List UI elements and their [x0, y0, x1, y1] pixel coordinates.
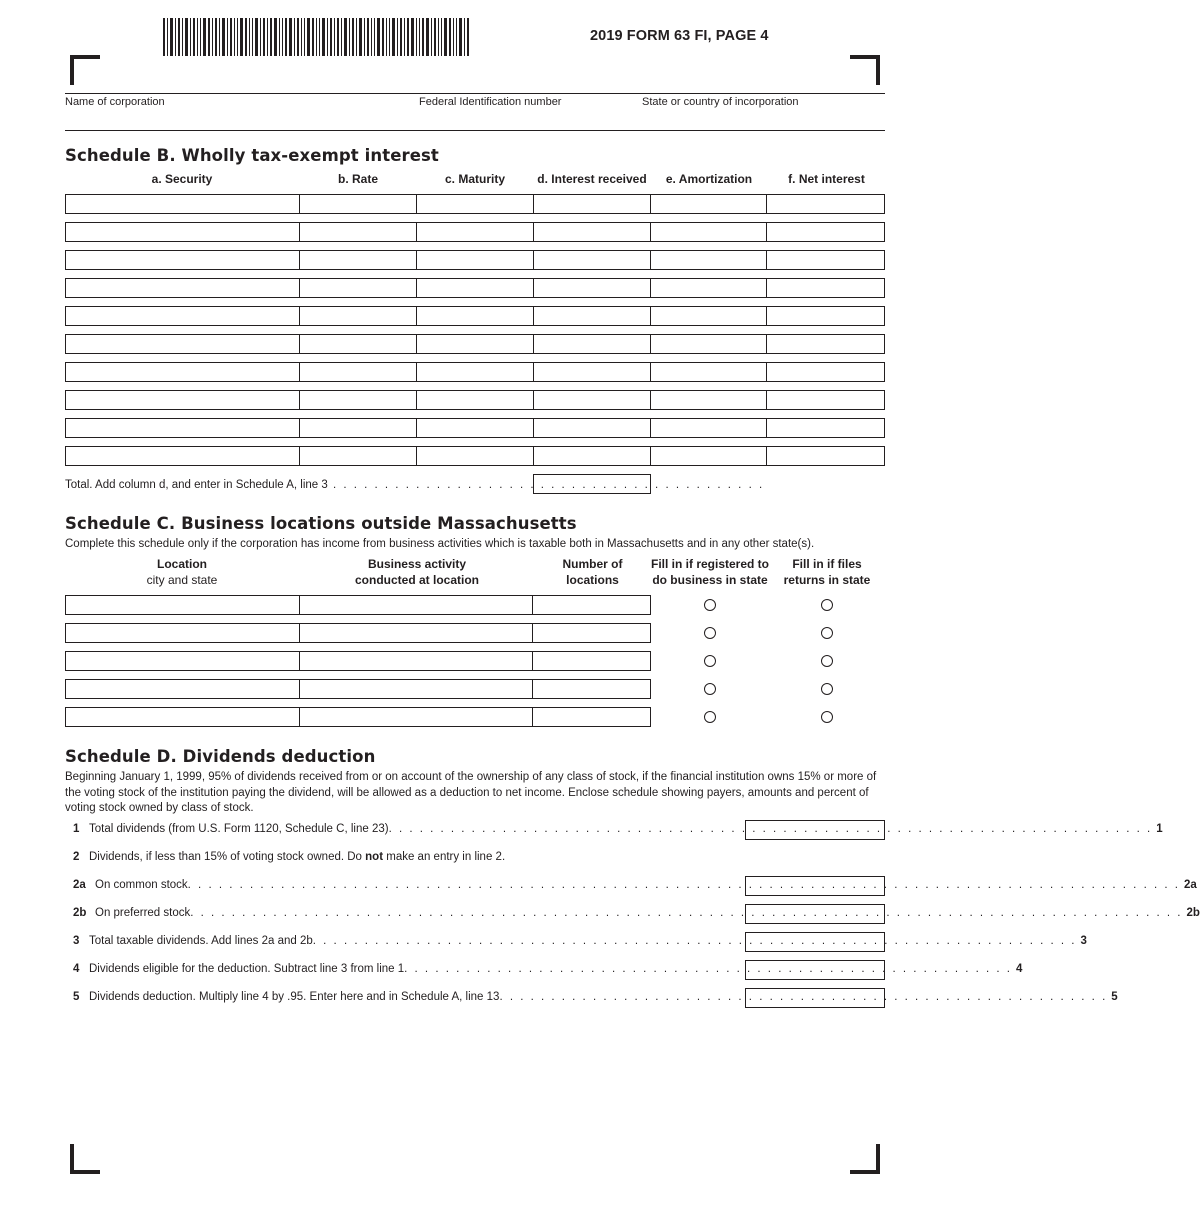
schedule-b-title: Schedule B. Wholly tax-exempt interest [65, 146, 439, 165]
files-returns-in-state-radio[interactable] [821, 683, 833, 695]
schedule-c-location-field[interactable] [66, 652, 300, 670]
registered-in-state-radio[interactable] [704, 711, 716, 723]
schedule-c-number-of-locations-field[interactable] [533, 680, 650, 698]
schedule-b-total-label: Total. Add column d, and enter in Schedule A, line 3 . . . . . . . . . . . . . . . . . . . . . . . . . . . . . . . . . . . . . . . . . . [65, 479, 765, 491]
col-files-returns-header: Fill in if files returns in state [783, 557, 871, 587]
col-security-header: a. Security [151, 172, 213, 186]
schedule-b-net-interest-field[interactable] [767, 363, 884, 381]
schedule-b-rate-field[interactable] [300, 195, 417, 213]
schedule-c-business-activity-field[interactable] [300, 680, 533, 698]
schedule-b-net-interest-field[interactable] [767, 307, 884, 325]
corp-info-top-rule [65, 93, 885, 94]
schedule-c-business-activity-field[interactable] [300, 708, 533, 726]
schedule-b-net-interest-field[interactable] [767, 195, 884, 213]
schedule-c-business-activity-field[interactable] [300, 596, 533, 614]
schedule-b-maturity-field[interactable] [417, 279, 534, 297]
files-returns-in-state-radio[interactable] [821, 655, 833, 667]
schedule-b-interest-received-field[interactable] [534, 251, 651, 269]
schedule-b-interest-received-field[interactable] [534, 307, 651, 325]
schedule-b-maturity-field[interactable] [417, 223, 534, 241]
col-business-activity-header: Business activity conducted at location [354, 557, 479, 587]
schedule-d-line-5: 5 Dividends deduction. Multiply line 4 by .95. Enter here and in Schedule A, line 13 . . . . . . . . . . . . . . . . . . . . . . . . . . . . . . . . . . . . . . . . . . . . . . . . . . . . . . . . . . . 5 [73, 991, 1118, 1003]
files-returns-in-state-radio[interactable] [821, 599, 833, 611]
schedule-b-row [65, 334, 885, 354]
schedule-b-maturity-field[interactable] [417, 307, 534, 325]
schedule-b-row [65, 250, 885, 270]
files-returns-in-state-radio[interactable] [821, 627, 833, 639]
schedule-b-maturity-field[interactable] [417, 447, 534, 465]
schedule-c-instructions: Complete this schedule only if the corporation has income from business activities which is taxable both in Massachusetts and in any other state(s). [65, 538, 815, 550]
schedule-b-rate-field[interactable] [300, 419, 417, 437]
schedule-c-number-of-locations-field[interactable] [533, 596, 650, 614]
schedule-c-location-field[interactable] [66, 708, 300, 726]
name-of-corporation-label: Name of corporation [65, 96, 165, 108]
federal-id-label: Federal Identification number [419, 96, 562, 108]
schedule-b-interest-received-field[interactable] [534, 279, 651, 297]
schedule-b-interest-received-field[interactable] [534, 195, 651, 213]
registered-in-state-radio[interactable] [704, 627, 716, 639]
registered-in-state-radio[interactable] [704, 655, 716, 667]
schedule-b-amortization-field[interactable] [651, 279, 768, 297]
schedule-b-security-field[interactable] [66, 391, 300, 409]
schedule-b-row [65, 278, 885, 298]
barcode [163, 18, 469, 56]
schedule-b-amortization-field[interactable] [651, 335, 768, 353]
line-1-total-dividends-field[interactable] [745, 820, 885, 840]
schedule-d-line-1: 1 Total dividends (from U.S. Form 1120, Schedule C, line 23) . . . . . . . . . . . . . . . . . . . . . . . . . . . . . . . . . . . . . . . . . . . . . . . . . . . . . . . . . . . . . . . . . . . . . . . . . . 1 [73, 823, 1163, 835]
schedule-b-security-field[interactable] [66, 335, 300, 353]
schedule-c-number-of-locations-field[interactable] [533, 708, 650, 726]
schedule-b-net-interest-field[interactable] [767, 251, 884, 269]
line-2b-preferred-stock-field[interactable] [745, 904, 885, 924]
schedule-c-location-field[interactable] [66, 680, 300, 698]
schedule-d-title: Schedule D. Dividends deduction [65, 747, 376, 766]
schedule-b-amortization-field[interactable] [651, 447, 768, 465]
corp-info-bottom-rule [65, 130, 885, 131]
schedule-b-rate-field[interactable] [300, 363, 417, 381]
schedule-b-interest-received-field[interactable] [534, 223, 651, 241]
schedule-b-rate-field[interactable] [300, 447, 417, 465]
schedule-b-total-field[interactable] [533, 474, 651, 494]
col-number-of-locations-header: Number of locations [562, 557, 623, 587]
schedule-b-amortization-field[interactable] [651, 363, 768, 381]
schedule-b-rate-field[interactable] [300, 279, 417, 297]
schedule-b-rate-field[interactable] [300, 391, 417, 409]
schedule-b-security-field[interactable] [66, 307, 300, 325]
line-5-dividends-deduction-field[interactable] [745, 988, 885, 1008]
schedule-d-line-2b: 2b On preferred stock . . . . . . . . . . . . . . . . . . . . . . . . . . . . . . . . . . . . . . . . . . . . . . . . . . . . . . . . . . . . . . . . . . . . . . . . . . . . . . . . . . . . . . . . . . . . . . . . 2b [73, 907, 1200, 919]
schedule-c-row [65, 651, 651, 671]
schedule-c-row [65, 623, 651, 643]
schedule-b-row [65, 222, 885, 242]
schedule-b-maturity-field[interactable] [417, 335, 534, 353]
schedule-b-security-field[interactable] [66, 195, 300, 213]
line-4-eligible-dividends-field[interactable] [745, 960, 885, 980]
corner-mark-top-right [850, 55, 880, 85]
schedule-c-number-of-locations-field[interactable] [533, 652, 650, 670]
col-maturity-header: c. Maturity [444, 172, 505, 186]
state-of-incorporation-label: State or country of incorporation [642, 96, 799, 108]
registered-in-state-radio[interactable] [704, 683, 716, 695]
schedule-b-rate-field[interactable] [300, 223, 417, 241]
schedule-b-maturity-field[interactable] [417, 195, 534, 213]
schedule-c-business-activity-field[interactable] [300, 624, 533, 642]
col-location-header: Location city and state [146, 557, 218, 587]
schedule-b-interest-received-field[interactable] [534, 335, 651, 353]
schedule-b-row [65, 194, 885, 214]
schedule-d-line-2: 2 Dividends, if less than 15% of voting stock owned. Do not make an entry in line 2. [73, 851, 506, 863]
corner-mark-bottom-right [850, 1144, 880, 1174]
registered-in-state-radio[interactable] [704, 599, 716, 611]
schedule-b-rate-field[interactable] [300, 251, 417, 269]
col-amortization-header: e. Amortization [665, 172, 753, 186]
federal-id-field[interactable] [419, 108, 639, 130]
schedule-b-rate-field[interactable] [300, 307, 417, 325]
schedule-b-amortization-field[interactable] [651, 391, 768, 409]
schedule-b-amortization-field[interactable] [651, 251, 768, 269]
schedule-c-title: Schedule C. Business locations outside Massachusetts [65, 514, 577, 533]
schedule-b-security-field[interactable] [66, 279, 300, 297]
schedule-b-security-field[interactable] [66, 363, 300, 381]
schedule-b-row [65, 418, 885, 438]
schedule-b-net-interest-field[interactable] [767, 335, 884, 353]
schedule-c-business-activity-field[interactable] [300, 652, 533, 670]
schedule-c-location-field[interactable] [66, 596, 300, 614]
schedule-b-net-interest-field[interactable] [767, 419, 884, 437]
form-identifier: 2019 FORM 63 FI, PAGE 4 [590, 28, 769, 44]
schedule-b-amortization-field[interactable] [651, 195, 768, 213]
schedule-b-row [65, 306, 885, 326]
col-registered-header: Fill in if registered to do business in state [650, 557, 769, 587]
col-net-interest-header: f. Net interest [788, 172, 865, 186]
schedule-b-interest-received-field[interactable] [534, 447, 651, 465]
schedule-b-maturity-field[interactable] [417, 419, 534, 437]
line-3-taxable-dividends-field[interactable] [745, 932, 885, 952]
state-of-incorporation-field[interactable] [642, 108, 885, 130]
schedule-b-security-field[interactable] [66, 447, 300, 465]
schedule-b-security-field[interactable] [66, 223, 300, 241]
name-of-corporation-field[interactable] [65, 108, 415, 130]
schedule-d-line-3: 3 Total taxable dividends. Add lines 2a and 2b . . . . . . . . . . . . . . . . . . . . . . . . . . . . . . . . . . . . . . . . . . . . . . . . . . . . . . . . . . . . . . . . . . . . . . . . . . 3 [73, 935, 1087, 947]
schedule-c-row [65, 679, 651, 699]
corner-mark-top-left [70, 55, 100, 85]
schedule-b-interest-received-field[interactable] [534, 391, 651, 409]
corner-mark-bottom-left [70, 1144, 100, 1174]
schedule-b-net-interest-field[interactable] [767, 223, 884, 241]
col-rate-header: b. Rate [337, 172, 378, 186]
schedule-b-security-field[interactable] [66, 419, 300, 437]
schedule-b-row [65, 362, 885, 382]
schedule-d-instructions: Beginning January 1, 1999, 95% of dividends received from or on account of the ownership of any class of stock, if the financial institution owns 15% or more of the voting stock of the institution paying the dividend, will be allowed as a deduction to net income. Enclose schedule showing payers, amounts and percent of voting stock owned by class of stock. [65, 771, 877, 814]
schedule-b-rate-field[interactable] [300, 335, 417, 353]
schedule-b-amortization-field[interactable] [651, 223, 768, 241]
schedule-b-maturity-field[interactable] [417, 251, 534, 269]
line-2a-common-stock-field[interactable] [745, 876, 885, 896]
schedule-b-maturity-field[interactable] [417, 363, 534, 381]
schedule-b-interest-received-field[interactable] [534, 363, 651, 381]
col-interest-received-header: d. Interest received [537, 172, 647, 186]
schedule-b-row [65, 446, 885, 466]
schedule-b-security-field[interactable] [66, 251, 300, 269]
schedule-b-maturity-field[interactable] [417, 391, 534, 409]
schedule-d-line-2a: 2a On common stock . . . . . . . . . . . . . . . . . . . . . . . . . . . . . . . . . . . . . . . . . . . . . . . . . . . . . . . . . . . . . . . . . . . . . . . . . . . . . . . . . . . . . . . . . . . . . . . . 2a [73, 879, 1197, 891]
schedule-b-amortization-field[interactable] [651, 419, 768, 437]
schedule-b-net-interest-field[interactable] [767, 279, 884, 297]
schedule-b-net-interest-field[interactable] [767, 391, 884, 409]
schedule-c-location-field[interactable] [66, 624, 300, 642]
schedule-c-row [65, 707, 651, 727]
schedule-b-interest-received-field[interactable] [534, 419, 651, 437]
schedule-c-row [65, 595, 651, 615]
files-returns-in-state-radio[interactable] [821, 711, 833, 723]
schedule-c-number-of-locations-field[interactable] [533, 624, 650, 642]
schedule-b-row [65, 390, 885, 410]
schedule-d-line-4: 4 Dividends eligible for the deduction. Subtract line 3 from line 1 . . . . . . . . . . . . . . . . . . . . . . . . . . . . . . . . . . . . . . . . . . . . . . . . . . . . . . . . . . . 4 [73, 963, 1023, 975]
schedule-b-net-interest-field[interactable] [767, 447, 884, 465]
schedule-b-amortization-field[interactable] [651, 307, 768, 325]
